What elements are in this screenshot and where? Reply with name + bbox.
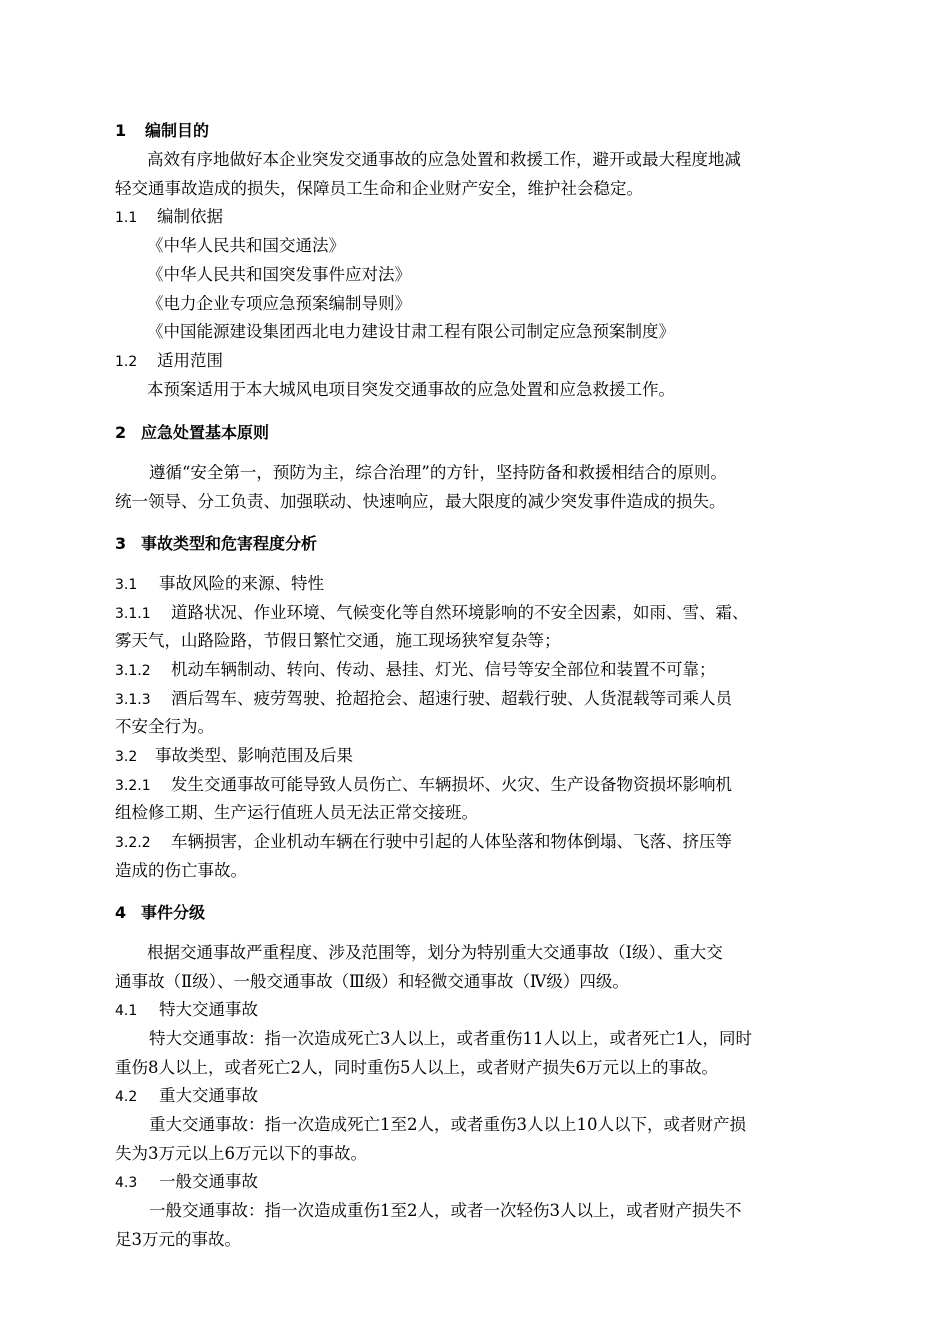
clause-number: 3.1.2 [115, 663, 151, 679]
paragraph-line: 足3万元的事故。 [115, 1230, 241, 1249]
paragraph-line: 造成的伤亡事故。 [115, 861, 247, 880]
subsection-title: 重大交通事故 [159, 1086, 258, 1105]
subsection-number: 4.2 [115, 1089, 138, 1105]
section-number: 2 [115, 423, 127, 442]
subsection-title: 一般交通事故 [159, 1172, 258, 1191]
paragraph-line: 高效有序地做好本企业突发交通事故的应急处置和救援工作，避开或最大程度地减 [147, 150, 741, 169]
paragraph-line: 通事故（Ⅱ级）、一般交通事故（Ⅲ级）和轻微交通事故（Ⅳ级）四级。 [115, 972, 629, 991]
clause-number: 3.2.2 [115, 835, 151, 851]
section-number: 3 [115, 534, 127, 553]
section-3-heading [115, 532, 317, 556]
clause-number: 3.1.1 [115, 606, 151, 622]
paragraph-line: 失为3万元以上6万元以下的事故。 [115, 1144, 367, 1163]
subsection-3-1-heading [115, 572, 324, 597]
paragraph-line: 本预案适用于本大城风电项目突发交通事故的应急处置和应急救援工作。 [147, 380, 675, 399]
clause-3-2-2 [115, 830, 732, 855]
section-2-heading [115, 421, 269, 445]
paragraph-line: 不安全行为。 [115, 717, 214, 736]
reference-item: 《中华人民共和国突发事件应对法》 [147, 265, 411, 284]
clause-3-1-2 [115, 658, 716, 683]
paragraph-line: 组检修工期、生产运行值班人员无法正常交接班。 [115, 803, 478, 822]
paragraph-line: 一般交通事故：指一次造成重伤1至2人，或者一次轻伤3人以上，或者财产损失不 [149, 1201, 742, 1220]
subsection-title: 事故类型、影响范围及后果 [155, 746, 353, 765]
reference-item: 《中华人民共和国交通法》 [147, 236, 345, 255]
paragraph-line: 根据交通事故严重程度、涉及范围等，划分为特别重大交通事故（Ⅰ级）、重大交 [147, 943, 723, 962]
reference-item: 《电力企业专项应急预案编制导则》 [147, 294, 411, 313]
section-number: 4 [115, 903, 127, 922]
paragraph-line: 统一领导、分工负责、加强联动、快速响应，最大限度的减少突发事件造成的损失。 [115, 492, 726, 511]
clause-text: 酒后驾车、疲劳驾驶、抢超抢会、超速行驶、超载行驶、人货混载等司乘人员 [171, 689, 732, 708]
subsection-title: 编制依据 [157, 207, 223, 226]
clause-number: 3.2.1 [115, 778, 151, 794]
section-1-heading [115, 119, 209, 143]
subsection-number: 4.3 [115, 1175, 138, 1191]
clause-text: 发生交通事故可能导致人员伤亡、车辆损坏、火灾、生产设备物资损坏影响机 [171, 775, 732, 794]
clause-3-1-3 [115, 687, 732, 712]
paragraph-line: 重大交通事故：指一次造成死亡1至2人，或者重伤3人以上10人以下，或者财产损 [149, 1115, 746, 1134]
subsection-title: 特大交通事故 [159, 1000, 258, 1019]
section-title: 应急处置基本原则 [141, 423, 270, 442]
clause-text: 道路状况、作业环境、气候变化等自然环境影响的不安全因素，如雨、雪、霜、 [171, 603, 749, 622]
clause-text: 机动车辆制动、转向、传动、悬挂、灯光、信号等安全部位和装置不可靠； [171, 660, 716, 679]
reference-item: 《中国能源建设集团西北电力建设甘肃工程有限公司制定应急预案制度》 [147, 322, 675, 341]
subsection-3-2-heading [115, 744, 353, 769]
section-title: 事件分级 [141, 903, 206, 922]
subsection-1-2-heading [115, 349, 223, 374]
paragraph-line: 遵循“安全第一，预防为主，综合治理”的方针，坚持防备和救援相结合的原则。 [149, 463, 727, 482]
paragraph-line: 重伤8人以上，或者死亡2人，同时重伤5人以上，或者财产损失6万元以上的事故。 [115, 1058, 718, 1077]
section-4-heading [115, 901, 205, 925]
subsection-1-1-heading [115, 205, 223, 230]
subsection-title: 事故风险的来源、特性 [159, 574, 324, 593]
subsection-4-1-heading [115, 998, 258, 1023]
subsection-number: 3.2 [115, 749, 138, 765]
subsection-number: 3.1 [115, 577, 138, 593]
paragraph-line: 特大交通事故：指一次造成死亡3人以上，或者重伤11人以上，或者死亡1人，同时 [149, 1029, 752, 1048]
section-title: 事故类型和危害程度分析 [141, 534, 318, 553]
paragraph-line: 轻交通事故造成的损失，保障员工生命和企业财产安全，维护社会稳定。 [115, 179, 643, 198]
section-number: 1 [115, 121, 127, 140]
clause-text: 车辆损害，企业机动车辆在行驶中引起的人体坠落和物体倒塌、飞落、挤压等 [171, 832, 732, 851]
subsection-number: 1.1 [115, 210, 138, 226]
clause-3-1-1 [115, 601, 749, 626]
clause-number: 3.1.3 [115, 692, 151, 708]
subsection-number: 4.1 [115, 1003, 138, 1019]
section-title: 编制目的 [145, 121, 210, 140]
subsection-4-3-heading [115, 1170, 258, 1195]
subsection-title: 适用范围 [157, 351, 223, 370]
subsection-4-2-heading [115, 1084, 258, 1109]
clause-3-2-1 [115, 773, 732, 798]
subsection-number: 1.2 [115, 354, 138, 370]
paragraph-line: 雾天气，山路险路，节假日繁忙交通，施工现场狭窄复杂等； [115, 631, 561, 650]
